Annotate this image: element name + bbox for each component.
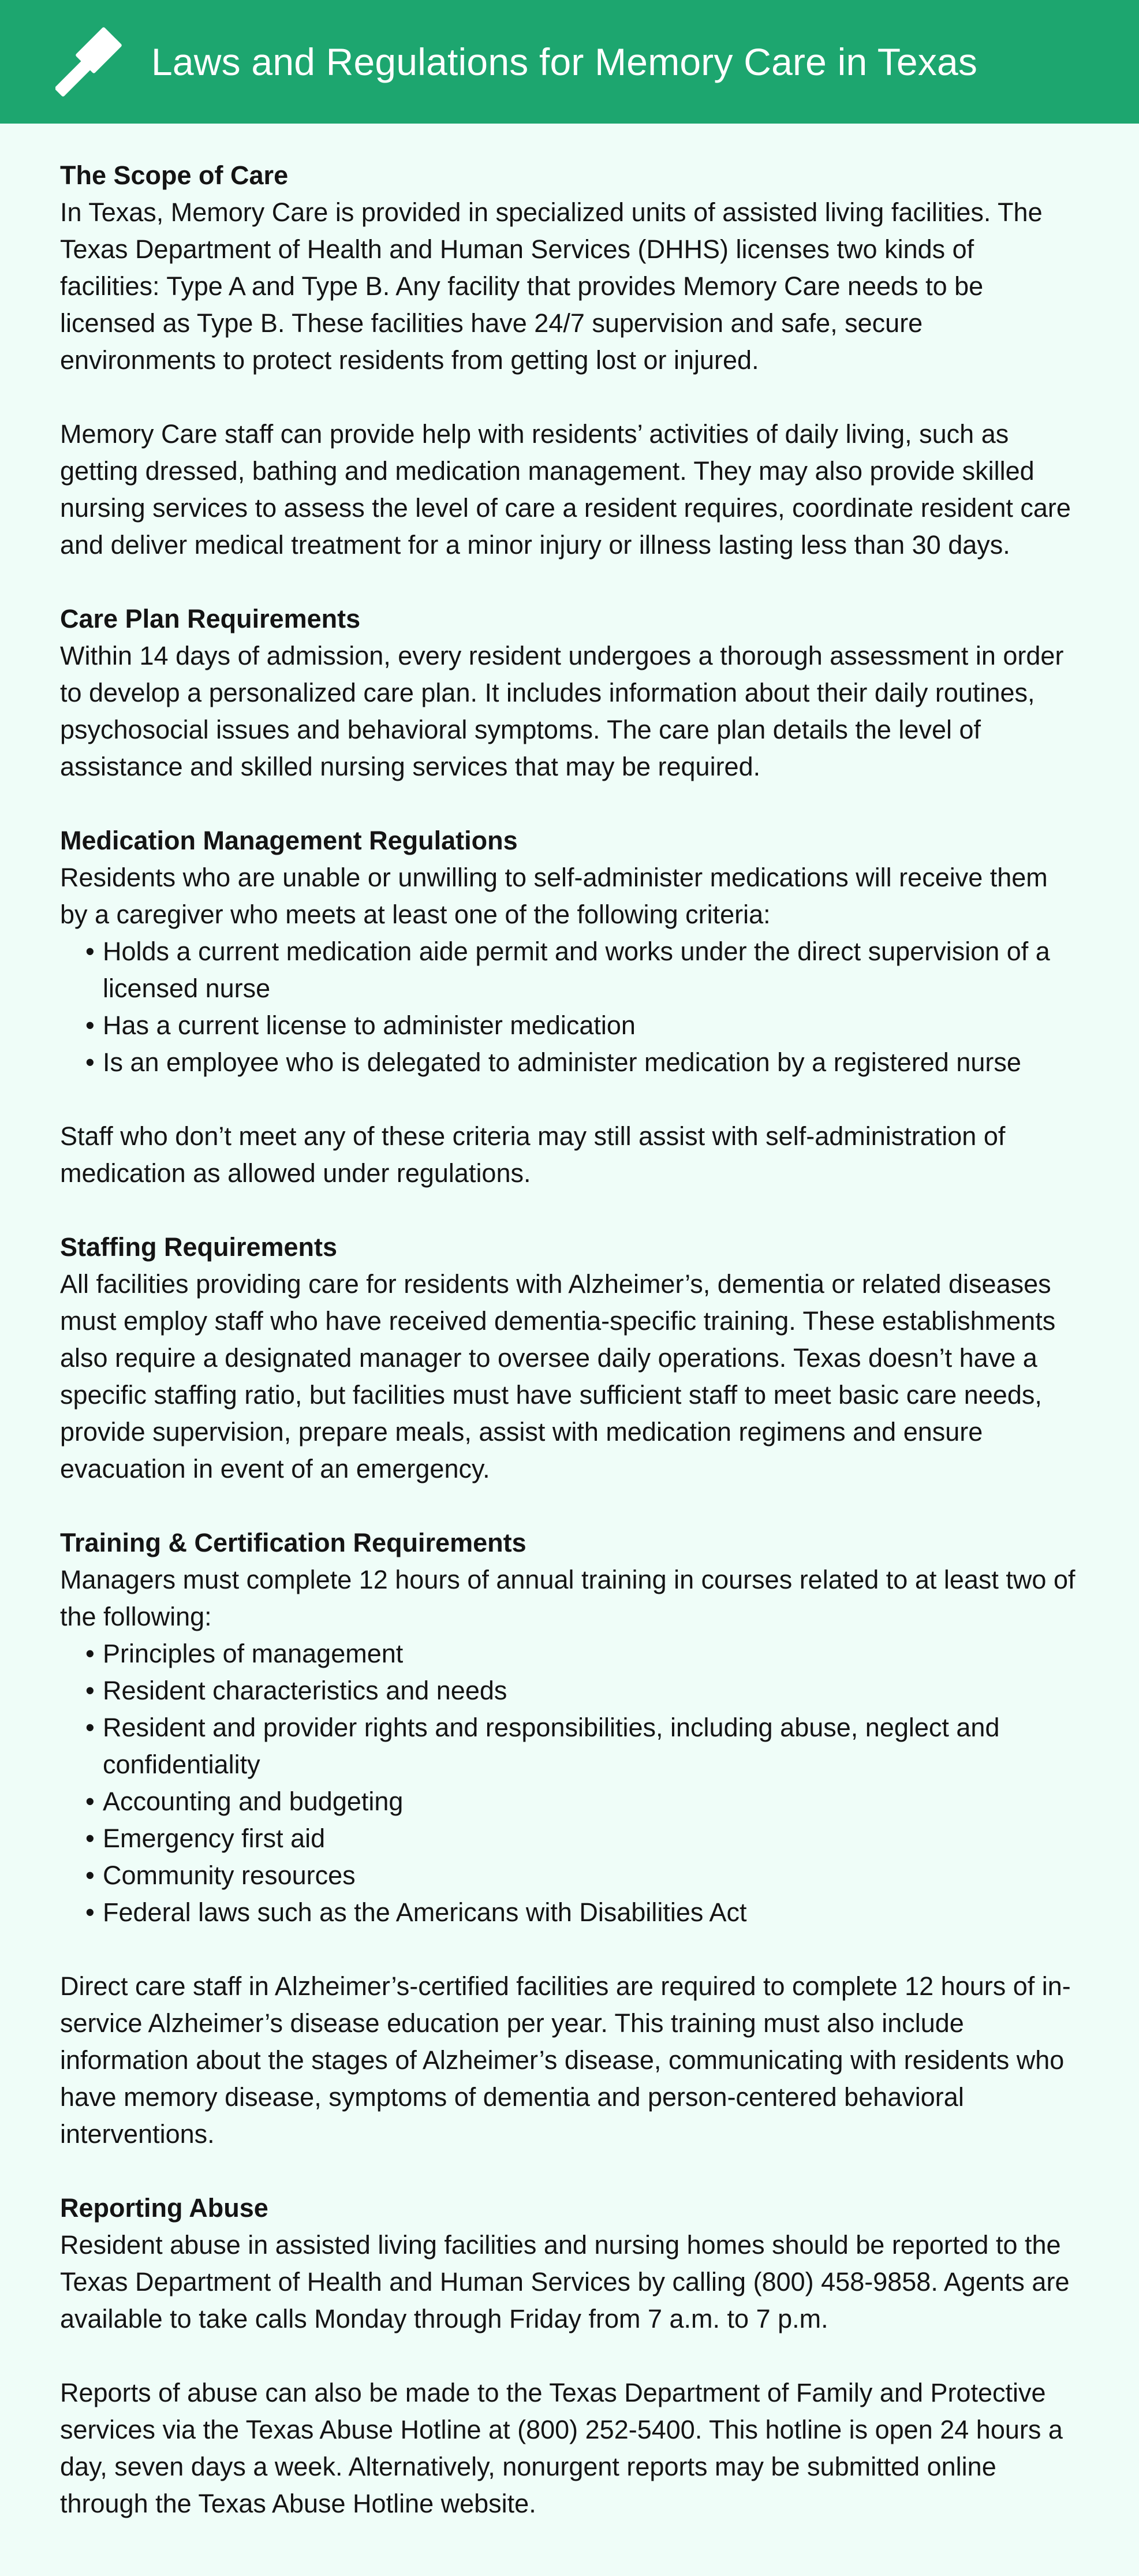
gavel-icon [55, 24, 130, 99]
section-heading: Staffing Requirements [60, 1232, 338, 1262]
list-item: • Accounting and budgeting [103, 1783, 1079, 1820]
paragraph: Residents who are unable or unwilling to self-administer medications will receive them by a caregiver who meets at least one of the following criteria: [60, 863, 1048, 929]
paragraph: Direct care staff in Alzheimer’s-certified facilities are required to complete 12 hours of in-service Alzheimer’s disease education per year. This training must also include information about the stages of Alzheimer’s disease, communicating with residents who have memory disease, symptoms of dementia and person-centered behavioral interventions. [60, 1971, 1071, 2149]
section-heading: Reporting Abuse [60, 2193, 268, 2223]
paragraph: In Texas, Memory Care is provided in specialized units of assisted living facilities. The Texas Department of Health and Human Services (DHHS) licenses two kinds of facilities: Type A and Type B. Any facility that provides Memory Care needs to be licensed as Type B. These facilities have 24/7 supervision and safe, secure environments to protect residents from getting lost or injured. [60, 197, 1043, 375]
list-item: • Resident and provider rights and responsibilities, including abuse, neglect and confidentiality [103, 1709, 1079, 1783]
paragraph: Resident abuse in assisted living facilities and nursing homes should be reported to the Texas Department of Health and Human Services by calling (800) 458-9858. Agents are available to take calls Monday through Friday from 7 a.m. to 7 p.m. [60, 2230, 1070, 2333]
section-care-plan [60, 601, 1079, 785]
paragraph: Reports of abuse can also be made to the Texas Department of Family and Protective services via the Texas Abuse Hotline at (800) 252-5400. This hotline is open 24 hours a day, seven days a week. Alternatively, nonurgent reports may be submitted online through the Texas Abuse Hotline website. [60, 2378, 1063, 2518]
training-topics-list [60, 1635, 1079, 1931]
list-item: • Holds a current medication aide permit and works under the direct supervision of a licensed nurse [103, 933, 1079, 1007]
list-item: • Has a current license to administer medication [103, 1007, 1079, 1044]
article-body [0, 124, 1139, 2522]
paragraph: All facilities providing care for residents with Alzheimer’s, dementia or related diseases must employ staff who have received dementia-specific training. These establishments also require a designated manager to oversee daily operations. Texas doesn’t have a specific staffing ratio, but facilities must have sufficient staff to meet basic care needs, provide supervision, prepare meals, assist with medication regimens and ensure evacuation in event of an emergency. [60, 1269, 1056, 1483]
paragraph: Within 14 days of admission, every resident undergoes a thorough assessment in order to develop a personalized care plan. It includes information about their daily routines, psychosocial issues and behavioral symptoms. The care plan details the level of assistance and skilled nursing services that may be required. [60, 641, 1064, 781]
section-heading: Medication Management Regulations [60, 826, 518, 855]
section-heading: The Scope of Care [60, 161, 289, 190]
paragraph: Memory Care staff can provide help with residents’ activities of daily living, such as getting dressed, bathing and medication management. They may also provide skilled nursing services to assess the level of care a resident requires, coordinate resident care and deliver medical treatment for a minor injury or illness lasting less than 30 days. [60, 419, 1071, 560]
list-item: • Principles of management [103, 1635, 1079, 1672]
section-training [60, 1524, 1079, 2153]
page-header [0, 0, 1139, 124]
section-reporting-abuse [60, 2190, 1079, 2522]
list-item: • Emergency first aid [103, 1820, 1079, 1857]
list-item: • Is an employee who is delegated to administer medication by a registered nurse [103, 1044, 1079, 1081]
criteria-list [60, 933, 1079, 1081]
paragraph: Managers must complete 12 hours of annual training in courses related to at least two of the following: [60, 1565, 1075, 1631]
paragraph: Staff who don’t meet any of these criteria may still assist with self-administration of medication as allowed under regulations. [60, 1121, 1006, 1188]
section-medication-management [60, 822, 1079, 1192]
section-heading: Training & Certification Requirements [60, 1528, 526, 1557]
list-item: • Community resources [103, 1857, 1079, 1894]
page-title: Laws and Regulations for Memory Care in Texas [151, 40, 978, 83]
list-item: • Resident characteristics and needs [103, 1672, 1079, 1709]
section-heading: Care Plan Requirements [60, 604, 361, 633]
section-scope-of-care [60, 157, 1079, 564]
list-item: • Federal laws such as the Americans with Disabilities Act [103, 1894, 1079, 1931]
section-staffing [60, 1229, 1079, 1488]
